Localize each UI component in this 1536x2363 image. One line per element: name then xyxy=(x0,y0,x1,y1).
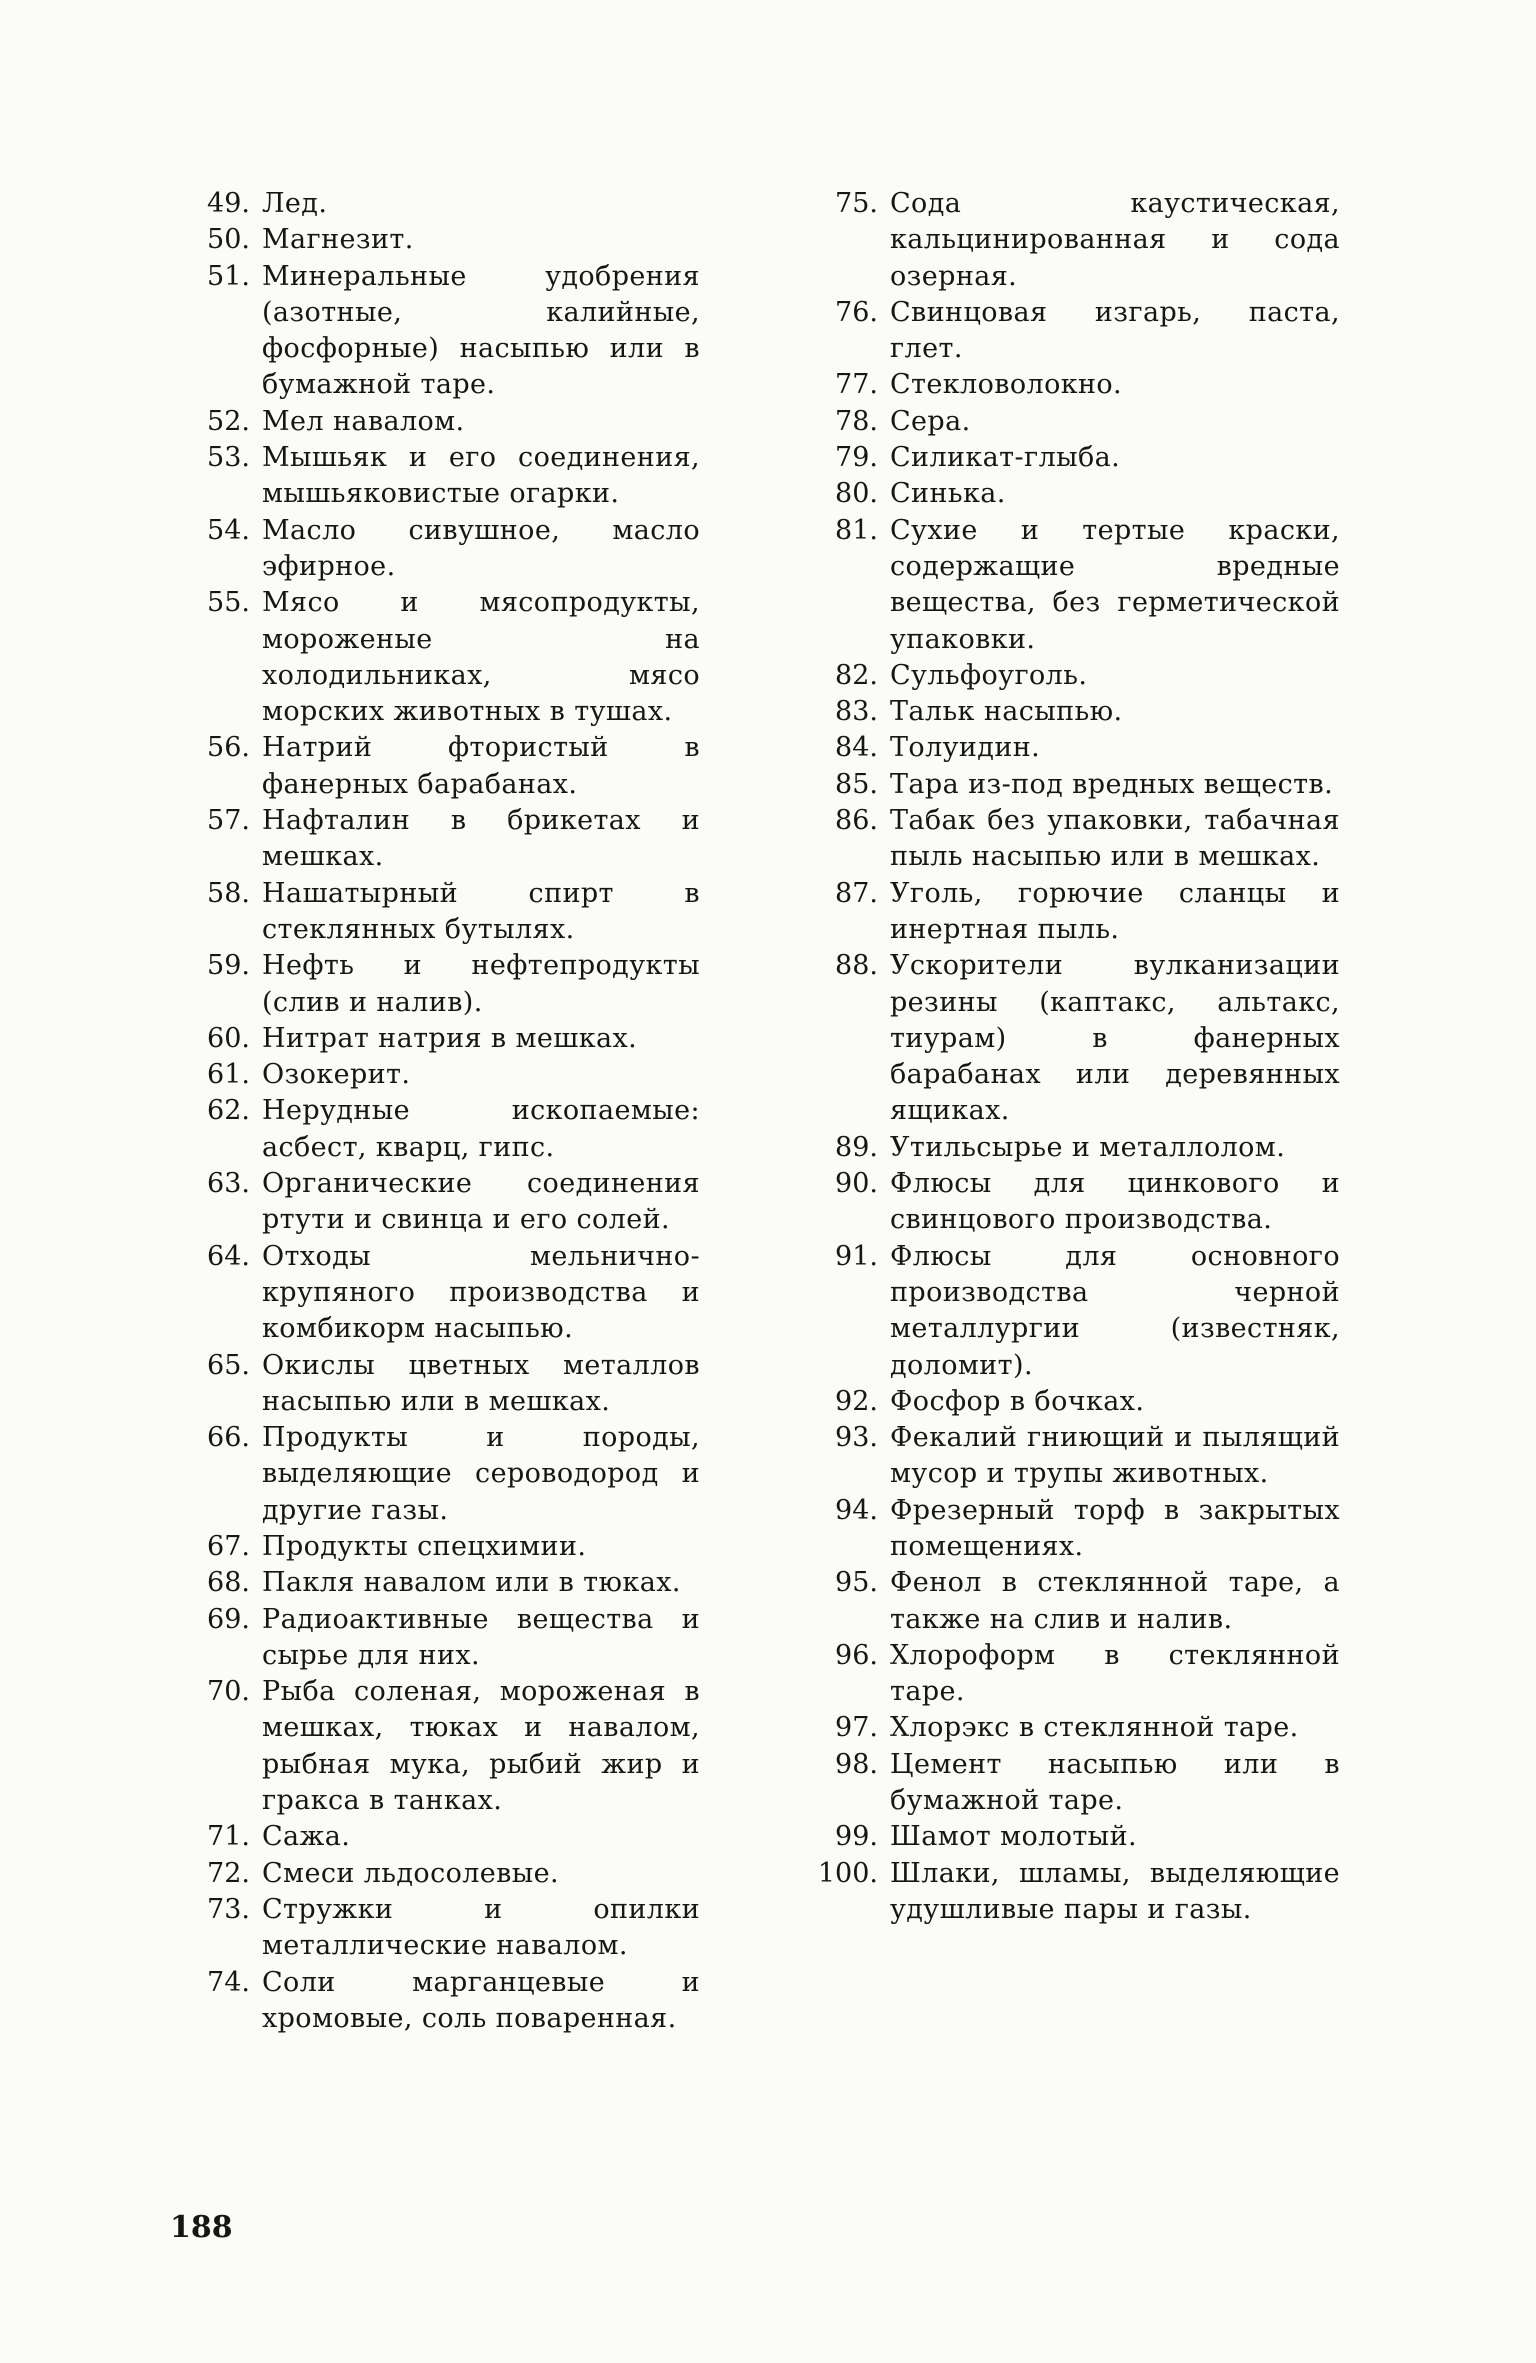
list-item xyxy=(810,730,1340,766)
item-number: 52. xyxy=(207,405,250,437)
item-number: 51. xyxy=(207,260,250,292)
item-number: 96. xyxy=(835,1639,878,1671)
list-item xyxy=(200,1093,700,1166)
list-item xyxy=(200,1892,700,1965)
item-number: 90. xyxy=(835,1168,878,1200)
item-text: Цемент насыпью или в бумажной таре. xyxy=(890,1748,1340,1817)
item-number: 87. xyxy=(835,877,878,909)
list-item xyxy=(810,295,1340,368)
list-item xyxy=(200,1565,700,1601)
item-number: 66. xyxy=(207,1422,250,1454)
list-item xyxy=(200,259,700,404)
item-text: Тальк насыпью. xyxy=(890,696,1123,728)
list-item xyxy=(810,948,1340,1129)
list-item xyxy=(200,186,700,222)
item-number: 83. xyxy=(835,696,878,728)
list-item xyxy=(200,1021,700,1057)
item-number: 78. xyxy=(835,405,878,437)
list-item xyxy=(200,876,700,949)
list-item xyxy=(810,1166,1340,1239)
item-number: 86. xyxy=(835,805,878,837)
item-number: 80. xyxy=(835,478,878,510)
item-number: 62. xyxy=(207,1095,250,1127)
item-number: 55. xyxy=(207,587,250,619)
list-item xyxy=(810,1710,1340,1746)
item-number: 95. xyxy=(835,1567,878,1599)
item-text: Синька. xyxy=(890,478,1006,510)
item-text: Хлорэкс в стеклянной таре. xyxy=(890,1712,1299,1744)
item-number: 81. xyxy=(835,514,878,546)
item-text: Сода каустическая, кальцинированная и сода озерная. xyxy=(890,188,1340,292)
list-item xyxy=(810,440,1340,476)
item-text: Пакля навалом или в тюках. xyxy=(262,1567,681,1599)
item-number: 93. xyxy=(835,1422,878,1454)
item-text: Натрий фтористый в фанерных барабанах. xyxy=(262,732,700,800)
item-text: Нашатырный спирт в стеклянных бутылях. xyxy=(262,877,700,945)
item-text: Силикат-глыба. xyxy=(890,442,1121,474)
list-item xyxy=(200,1239,700,1348)
item-number: 77. xyxy=(835,369,878,401)
item-text: Табак без упаковки, табачная пыль насыпью или в мешках. xyxy=(890,805,1340,873)
item-text: Органические соединения ртути и свинца и его солей. xyxy=(262,1168,700,1236)
list-item xyxy=(200,1819,700,1855)
item-text: Отходы мельнично-крупяного производства и комбикорм насыпью. xyxy=(262,1240,700,1345)
list-item xyxy=(810,513,1340,658)
item-text: Свинцовая изгарь, паста, глет. xyxy=(890,296,1340,365)
item-number: 88. xyxy=(835,950,878,982)
item-text: Мышьяк и его соединения, мышьяковистые огарки. xyxy=(262,442,700,510)
item-text: Мел навалом. xyxy=(262,405,465,437)
list-item xyxy=(200,1420,700,1529)
list-item xyxy=(810,694,1340,730)
list-item xyxy=(810,658,1340,694)
item-number: 91. xyxy=(835,1240,878,1272)
item-text: Нерудные ископаемые: асбест, кварц, гипс. xyxy=(262,1095,700,1163)
item-text: Толуидин. xyxy=(890,732,1041,764)
item-number: 53. xyxy=(207,442,250,474)
list-item xyxy=(810,1384,1340,1420)
item-number: 61. xyxy=(207,1059,250,1091)
list-item xyxy=(200,1348,700,1421)
item-text: Фенол в стеклянной таре, а также на слив и налив. xyxy=(890,1567,1340,1635)
list-item xyxy=(810,1130,1340,1166)
list-item xyxy=(200,513,700,586)
list-item xyxy=(810,1638,1340,1711)
item-number: 58. xyxy=(207,877,250,909)
list-item xyxy=(810,803,1340,876)
item-text: Масло сивушное, масло эфирное. xyxy=(262,514,700,582)
list-item xyxy=(200,730,700,803)
list-item xyxy=(200,1529,700,1565)
item-text: Мясо и мясопродукты, мороженые на холодильниках, мясо морских животных в тушах. xyxy=(262,587,700,728)
item-text: Сера. xyxy=(890,405,971,437)
list-item xyxy=(810,1819,1340,1855)
item-number: 75. xyxy=(835,188,878,219)
item-number: 63. xyxy=(207,1168,250,1200)
list-item xyxy=(200,440,700,513)
item-number: 72. xyxy=(207,1857,250,1889)
item-text: Стекловолокно. xyxy=(890,369,1123,401)
list-item xyxy=(810,876,1340,949)
item-number: 65. xyxy=(207,1349,250,1381)
item-number: 49. xyxy=(207,188,250,219)
right-column xyxy=(810,186,1340,1928)
item-number: 70. xyxy=(207,1676,250,1708)
item-text: Фекалий гниющий и пылящий мусор и трупы животных. xyxy=(890,1422,1340,1490)
item-number: 84. xyxy=(835,732,878,764)
item-text: Продукты спецхимии. xyxy=(262,1530,587,1562)
item-text: Флюсы для основного производства черной металлургии (известняк, доломит). xyxy=(890,1240,1340,1381)
list-item xyxy=(810,1747,1340,1820)
list-item xyxy=(810,186,1340,295)
page-number: 188 xyxy=(170,2210,233,2245)
item-number: 57. xyxy=(207,805,250,837)
item-text: Флюсы для цинкового и свинцового производства. xyxy=(890,1168,1340,1236)
item-text: Рыба соленая, мороженая в мешках, тюках и навалом, рыбная мука, рыбий жир и гракса в танках. xyxy=(262,1676,700,1817)
item-text: Минеральные удобрения (азотные, калийные, фосфорные) насыпью или в бумажной таре. xyxy=(262,260,700,401)
item-text: Лед. xyxy=(262,188,328,219)
item-text: Фрезерный торф в закрытых помещениях. xyxy=(890,1494,1340,1562)
item-text: Стружки и опилки металлические навалом. xyxy=(262,1893,700,1962)
item-text: Хлороформ в стеклянной таре. xyxy=(890,1639,1340,1708)
item-number: 99. xyxy=(835,1821,878,1853)
item-text: Сульфоуголь. xyxy=(890,659,1088,691)
item-text: Нафталин в брикетах и мешках. xyxy=(262,805,700,873)
item-number: 76. xyxy=(835,296,878,328)
item-text: Соли марганцевые и хромовые, соль поваренная. xyxy=(262,1966,700,2034)
item-number: 64. xyxy=(207,1240,250,1272)
list-item xyxy=(200,1057,700,1093)
list-item xyxy=(200,1856,700,1892)
item-number: 82. xyxy=(835,659,878,691)
item-text: Фосфор в бочках. xyxy=(890,1385,1145,1417)
item-text: Окислы цветных металлов насыпью или в мешках. xyxy=(262,1349,700,1417)
item-number: 97. xyxy=(835,1712,878,1744)
list-item xyxy=(810,1565,1340,1638)
item-text: Продукты и породы, выделяющие сероводород и другие газы. xyxy=(262,1422,700,1526)
item-number: 79. xyxy=(835,442,878,474)
item-number: 56. xyxy=(207,732,250,764)
item-text: Нитрат натрия в мешках. xyxy=(262,1022,638,1054)
item-number: 67. xyxy=(207,1530,250,1562)
item-number: 92. xyxy=(835,1385,878,1417)
item-text: Радиоактивные вещества и сырье для них. xyxy=(262,1603,700,1671)
item-number: 68. xyxy=(207,1567,250,1599)
item-text: Смеси льдосолевые. xyxy=(262,1857,560,1889)
item-number: 73. xyxy=(207,1893,250,1925)
list-item xyxy=(200,1965,700,2038)
item-number: 59. xyxy=(207,950,250,982)
list-item xyxy=(810,404,1340,440)
item-number: 60. xyxy=(207,1022,250,1054)
list-item xyxy=(200,948,700,1021)
list-item xyxy=(200,222,700,258)
item-number: 54. xyxy=(207,514,250,546)
list-item xyxy=(810,1420,1340,1493)
item-text: Утильсырье и металлолом. xyxy=(890,1131,1286,1163)
item-text: Магнезит. xyxy=(262,224,414,256)
list-item xyxy=(810,1239,1340,1384)
item-number: 85. xyxy=(835,768,878,800)
list-item xyxy=(810,1856,1340,1929)
list-item xyxy=(810,476,1340,512)
item-number: 98. xyxy=(835,1748,878,1780)
left-column xyxy=(200,186,700,2037)
item-number: 69. xyxy=(207,1603,250,1635)
item-number: 50. xyxy=(207,224,250,256)
item-text: Шамот молотый. xyxy=(890,1821,1137,1853)
list-item xyxy=(200,1166,700,1239)
item-text: Тара из-под вредных веществ. xyxy=(890,768,1334,800)
item-text: Уголь, горючие сланцы и инертная пыль. xyxy=(890,877,1340,945)
list-item xyxy=(810,367,1340,403)
list-item xyxy=(810,767,1340,803)
item-number: 74. xyxy=(207,1966,250,1998)
item-text: Сухие и тертые краски, содержащие вредные вещества, без герметической упаковки. xyxy=(890,514,1340,655)
list-item xyxy=(200,803,700,876)
item-number: 71. xyxy=(207,1821,250,1853)
list-item xyxy=(200,1674,700,1819)
item-text: Нефть и нефтепродукты (слив и налив). xyxy=(262,950,700,1018)
item-text: Озокерит. xyxy=(262,1059,411,1091)
item-text: Сажа. xyxy=(262,1821,351,1853)
list-item xyxy=(200,585,700,730)
item-number: 100. xyxy=(817,1857,878,1889)
list-item xyxy=(200,404,700,440)
list-item xyxy=(810,1493,1340,1566)
item-text: Шлаки, шламы, выделяющие удушливые пары и газы. xyxy=(890,1857,1340,1925)
list-item xyxy=(200,1602,700,1675)
item-number: 94. xyxy=(835,1494,878,1526)
item-text: Ускорители вулканизации резины (каптакс, альтакс, тиурам) в фанерных барабанах или деревянных ящиках. xyxy=(890,950,1340,1127)
item-number: 89. xyxy=(835,1131,878,1163)
